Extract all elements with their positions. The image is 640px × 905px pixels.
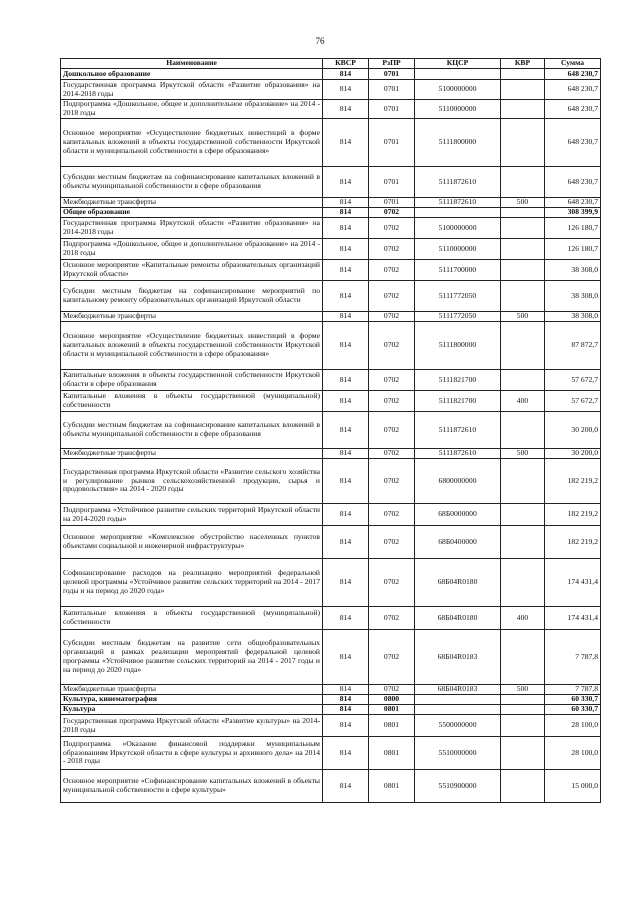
row-kvr xyxy=(501,322,545,370)
row-name: Подпрограмма «Дошкольное, общее и дополнительное образование» на 2014 - 2018 годы xyxy=(61,100,323,119)
row-rzpr: 0701 xyxy=(369,119,415,167)
row-kvr xyxy=(501,412,545,449)
row-sum: 28 100,0 xyxy=(545,737,601,770)
row-kcsr: 5510900000 xyxy=(415,770,501,803)
row-kvsr: 814 xyxy=(323,80,369,100)
row-sum: 174 431,4 xyxy=(545,607,601,630)
row-kcsr: 5111821700 xyxy=(415,370,501,391)
row-rzpr: 0702 xyxy=(369,312,415,322)
row-kvr xyxy=(501,100,545,119)
row-kcsr: 5110000000 xyxy=(415,100,501,119)
row-kvsr: 814 xyxy=(323,119,369,167)
row-kcsr: 5111872610 xyxy=(415,167,501,198)
row-kvsr: 814 xyxy=(323,370,369,391)
table-row xyxy=(61,737,601,770)
table-row xyxy=(61,449,601,459)
table-row xyxy=(61,260,601,281)
row-kvr xyxy=(501,260,545,281)
row-rzpr: 0701 xyxy=(369,80,415,100)
row-rzpr: 0801 xyxy=(369,770,415,803)
row-kvr xyxy=(501,504,545,526)
row-kvr xyxy=(501,167,545,198)
header-name: Наименование xyxy=(61,59,323,69)
row-name: Общее образование xyxy=(61,208,323,218)
row-rzpr: 0702 xyxy=(369,208,415,218)
budget-table xyxy=(60,58,601,803)
row-kvsr: 814 xyxy=(323,504,369,526)
table-row xyxy=(61,695,601,705)
row-sum: 60 330,7 xyxy=(545,695,601,705)
row-rzpr: 0702 xyxy=(369,685,415,695)
table-row xyxy=(61,770,601,803)
row-kvr xyxy=(501,695,545,705)
row-sum: 7 787,8 xyxy=(545,630,601,685)
row-kvr xyxy=(501,80,545,100)
row-name: Капитальные вложения в объекты государственной (муниципальной) собственности xyxy=(61,607,323,630)
table-row xyxy=(61,100,601,119)
row-kcsr: 5500000000 xyxy=(415,715,501,737)
row-rzpr: 0800 xyxy=(369,695,415,705)
row-rzpr: 0702 xyxy=(369,459,415,504)
row-kvr: 500 xyxy=(501,312,545,322)
row-kvr xyxy=(501,218,545,239)
row-kcsr: 5111872610 xyxy=(415,198,501,208)
row-kvr xyxy=(501,208,545,218)
row-name: Подпрограмма «Дошкольное, общее и дополнительное образование» на 2014 - 2018 годы xyxy=(61,239,323,260)
row-name: Основное мероприятие «Капитальные ремонты образовательных организаций Иркутской области» xyxy=(61,260,323,281)
row-rzpr: 0702 xyxy=(369,412,415,449)
row-kcsr: 5111800000 xyxy=(415,119,501,167)
table-row xyxy=(61,218,601,239)
row-kvsr: 814 xyxy=(323,167,369,198)
row-name: Государственная программа Иркутской области «Развитие образования» на 2014-2018 годы xyxy=(61,218,323,239)
row-rzpr: 0702 xyxy=(369,391,415,412)
row-rzpr: 0702 xyxy=(369,281,415,312)
row-kcsr xyxy=(415,695,501,705)
row-kvsr: 814 xyxy=(323,260,369,281)
row-rzpr: 0702 xyxy=(369,559,415,607)
row-kvr xyxy=(501,705,545,715)
table-row xyxy=(61,630,601,685)
row-sum: 87 872,7 xyxy=(545,322,601,370)
row-kvr: 500 xyxy=(501,685,545,695)
row-rzpr: 0801 xyxy=(369,737,415,770)
row-sum: 648 230,7 xyxy=(545,69,601,80)
row-rzpr: 0702 xyxy=(369,322,415,370)
row-sum: 182 219,2 xyxy=(545,459,601,504)
row-sum: 648 230,7 xyxy=(545,119,601,167)
row-sum: 182 219,2 xyxy=(545,504,601,526)
row-kvsr: 814 xyxy=(323,218,369,239)
table-row xyxy=(61,459,601,504)
row-name: Государственная программа Иркутской области «Развитие культуры» на 2014-2018 годы xyxy=(61,715,323,737)
row-rzpr: 0702 xyxy=(369,370,415,391)
row-kvsr: 814 xyxy=(323,459,369,504)
row-kvsr: 814 xyxy=(323,449,369,459)
row-rzpr: 0701 xyxy=(369,167,415,198)
row-sum: 648 230,7 xyxy=(545,167,601,198)
row-kvsr: 814 xyxy=(323,607,369,630)
row-rzpr: 0702 xyxy=(369,630,415,685)
table-row xyxy=(61,685,601,695)
table-row xyxy=(61,167,601,198)
header-sum: Сумма xyxy=(545,59,601,69)
row-kvsr: 814 xyxy=(323,770,369,803)
row-rzpr: 0702 xyxy=(369,504,415,526)
table-row xyxy=(61,705,601,715)
row-kvr: 500 xyxy=(501,198,545,208)
row-kvr xyxy=(501,737,545,770)
row-rzpr: 0702 xyxy=(369,449,415,459)
row-sum: 648 230,7 xyxy=(545,80,601,100)
row-rzpr: 0701 xyxy=(369,198,415,208)
row-kvsr: 814 xyxy=(323,737,369,770)
row-sum: 648 230,7 xyxy=(545,198,601,208)
row-kvsr: 814 xyxy=(323,281,369,312)
row-kcsr xyxy=(415,705,501,715)
row-kcsr: 68Б0400000 xyxy=(415,526,501,559)
row-kvsr: 814 xyxy=(323,100,369,119)
row-sum: 38 308,0 xyxy=(545,281,601,312)
row-kvsr: 814 xyxy=(323,412,369,449)
row-sum: 38 308,0 xyxy=(545,260,601,281)
table-body xyxy=(61,69,601,803)
row-name: Межбюджетные трансферты xyxy=(61,312,323,322)
table-row xyxy=(61,391,601,412)
row-kcsr: 68Б0000000 xyxy=(415,504,501,526)
row-sum: 15 000,0 xyxy=(545,770,601,803)
row-name: Государственная программа Иркутской области «Развитие сельского хозяйства и регулирование рынков сельскохозяйственной продукции, сырья и продовольствия» на 2014 - 2020 годы xyxy=(61,459,323,504)
row-name: Подпрограмма «Оказание финансовой поддержки муниципальным образованиям Иркутской области в сфере культуры и архивного дела» на 2014 - 2018 годы xyxy=(61,737,323,770)
row-sum: 28 100,0 xyxy=(545,715,601,737)
table-row xyxy=(61,322,601,370)
table-row xyxy=(61,198,601,208)
row-kcsr: 5111700000 xyxy=(415,260,501,281)
row-kcsr: 5111872610 xyxy=(415,449,501,459)
header-rzpr: РзПР xyxy=(369,59,415,69)
row-sum: 60 330,7 xyxy=(545,705,601,715)
row-sum: 30 200,0 xyxy=(545,412,601,449)
row-name: Капитальные вложения в объекты государственной собственности Иркутской области в сфере образования xyxy=(61,370,323,391)
table-row xyxy=(61,239,601,260)
row-kvr xyxy=(501,715,545,737)
table-row xyxy=(61,526,601,559)
row-kvsr: 814 xyxy=(323,685,369,695)
row-kcsr: 5510000000 xyxy=(415,737,501,770)
row-sum: 182 219,2 xyxy=(545,526,601,559)
row-kcsr: 68Б04R0180 xyxy=(415,559,501,607)
row-name: Межбюджетные трансферты xyxy=(61,198,323,208)
row-kvsr: 814 xyxy=(323,695,369,705)
table-row xyxy=(61,715,601,737)
row-kvr xyxy=(501,370,545,391)
table-row xyxy=(61,607,601,630)
row-kvsr: 814 xyxy=(323,705,369,715)
row-name: Софинансирование расходов на реализацию мероприятий федеральной целевой программы «Устойчивое развитие сельских территорий на 2014 - 2017 годы и на период до 2020 года» xyxy=(61,559,323,607)
table-row xyxy=(61,559,601,607)
row-name: Дошкольное образование xyxy=(61,69,323,80)
row-kvsr: 814 xyxy=(323,391,369,412)
row-name: Основное мероприятие «Осуществление бюджетных инвестиций в форме капитальных вложений в объекты государственной собственности Иркутской области и муниципальной собственности в сфере образования» xyxy=(61,119,323,167)
table-row xyxy=(61,281,601,312)
table-row xyxy=(61,119,601,167)
row-sum: 57 672,7 xyxy=(545,391,601,412)
row-kvr xyxy=(501,119,545,167)
row-name: Субсидии местным бюджетам на софинансирование капитальных вложений в объекты муниципальной собственности в сфере образования xyxy=(61,167,323,198)
row-name: Подпрограмма «Устойчивое развитие сельских территорий Иркутской области на 2014-2020 годы» xyxy=(61,504,323,526)
row-kvr: 400 xyxy=(501,391,545,412)
row-rzpr: 0702 xyxy=(369,607,415,630)
table-row xyxy=(61,370,601,391)
row-kvr xyxy=(501,630,545,685)
row-sum: 648 230,7 xyxy=(545,100,601,119)
row-kvr xyxy=(501,69,545,80)
row-name: Культура, кинематография xyxy=(61,695,323,705)
row-kvsr: 814 xyxy=(323,322,369,370)
row-rzpr: 0801 xyxy=(369,715,415,737)
row-kcsr: 5100000000 xyxy=(415,80,501,100)
row-rzpr: 0701 xyxy=(369,100,415,119)
row-kvsr: 814 xyxy=(323,208,369,218)
row-sum: 57 672,7 xyxy=(545,370,601,391)
row-name: Культура xyxy=(61,705,323,715)
row-kcsr: 5100000000 xyxy=(415,218,501,239)
row-kvr: 400 xyxy=(501,607,545,630)
row-kcsr xyxy=(415,69,501,80)
row-sum: 174 431,4 xyxy=(545,559,601,607)
row-name: Межбюджетные трансферты xyxy=(61,449,323,459)
row-rzpr: 0702 xyxy=(369,526,415,559)
row-kcsr: 68Б04R0183 xyxy=(415,685,501,695)
header-kvr: КВР xyxy=(501,59,545,69)
page-number: 76 xyxy=(315,36,325,46)
row-name: Субсидии местным бюджетам на софинансирование капитальных вложений в объекты муниципальной собственности в сфере образования xyxy=(61,412,323,449)
row-kcsr: 68Б04R0183 xyxy=(415,630,501,685)
table-row xyxy=(61,504,601,526)
row-name: Государственная программа Иркутской области «Развитие образования» на 2014-2018 годы xyxy=(61,80,323,100)
row-sum: 126 180,7 xyxy=(545,218,601,239)
row-name: Субсидии местным бюджетам на развитие сети общеобразовательных организаций в рамках реализации мероприятий федеральной целевой программы «Устойчивое развитие сельских территорий на 2014 - 2017 годы и на период до 2020 года» xyxy=(61,630,323,685)
row-name: Капитальные вложения в объекты государственной (муниципальной) собственности xyxy=(61,391,323,412)
row-kvr xyxy=(501,770,545,803)
row-sum: 30 200,0 xyxy=(545,449,601,459)
row-kvsr: 814 xyxy=(323,69,369,80)
row-sum: 38 308,0 xyxy=(545,312,601,322)
row-kvsr: 814 xyxy=(323,559,369,607)
row-kvsr: 814 xyxy=(323,715,369,737)
row-sum: 7 787,8 xyxy=(545,685,601,695)
row-sum: 308 399,9 xyxy=(545,208,601,218)
row-kcsr: 5111772050 xyxy=(415,281,501,312)
row-kcsr: 5111800000 xyxy=(415,322,501,370)
row-kcsr: 6800000000 xyxy=(415,459,501,504)
row-rzpr: 0702 xyxy=(369,260,415,281)
row-kvr xyxy=(501,559,545,607)
header-kcsr: КЦСР xyxy=(415,59,501,69)
row-rzpr: 0801 xyxy=(369,705,415,715)
row-rzpr: 0701 xyxy=(369,69,415,80)
row-rzpr: 0702 xyxy=(369,239,415,260)
row-kvsr: 814 xyxy=(323,239,369,260)
row-kcsr xyxy=(415,208,501,218)
row-name: Межбюджетные трансферты xyxy=(61,685,323,695)
row-name: Основное мероприятие «Осуществление бюджетных инвестиций в форме капитальных вложений в объекты государственной собственности Иркутской области и муниципальной собственности в сфере образования» xyxy=(61,322,323,370)
row-kvr xyxy=(501,459,545,504)
table-row xyxy=(61,208,601,218)
row-kvsr: 814 xyxy=(323,630,369,685)
row-kcsr: 5110000000 xyxy=(415,239,501,260)
row-name: Основное мероприятие «Софинансирование капитальных вложений в объекты муниципальной собственности в сфере культуры» xyxy=(61,770,323,803)
row-sum: 126 180,7 xyxy=(545,239,601,260)
table-header-row xyxy=(61,59,601,69)
row-kcsr: 5111772050 xyxy=(415,312,501,322)
row-rzpr: 0702 xyxy=(369,218,415,239)
row-name: Субсидии местным бюджетам на софинансирование мероприятий по капитальному ремонту образовательных организаций Иркутской области xyxy=(61,281,323,312)
row-kcsr: 5111821700 xyxy=(415,391,501,412)
table-row xyxy=(61,412,601,449)
row-kcsr: 5111872610 xyxy=(415,412,501,449)
row-kcsr: 68Б04R0180 xyxy=(415,607,501,630)
row-kvr: 500 xyxy=(501,449,545,459)
row-kvsr: 814 xyxy=(323,312,369,322)
table-row xyxy=(61,312,601,322)
header-kvsr: КВСР xyxy=(323,59,369,69)
row-kvr xyxy=(501,526,545,559)
row-name: Основное мероприятие «Комплексное обустройство населенных пунктов объектами социальной и инженерной инфраструктуры» xyxy=(61,526,323,559)
table-row xyxy=(61,80,601,100)
row-kvr xyxy=(501,239,545,260)
row-kvsr: 814 xyxy=(323,198,369,208)
row-kvsr: 814 xyxy=(323,526,369,559)
row-kvr xyxy=(501,281,545,312)
table-row xyxy=(61,69,601,80)
